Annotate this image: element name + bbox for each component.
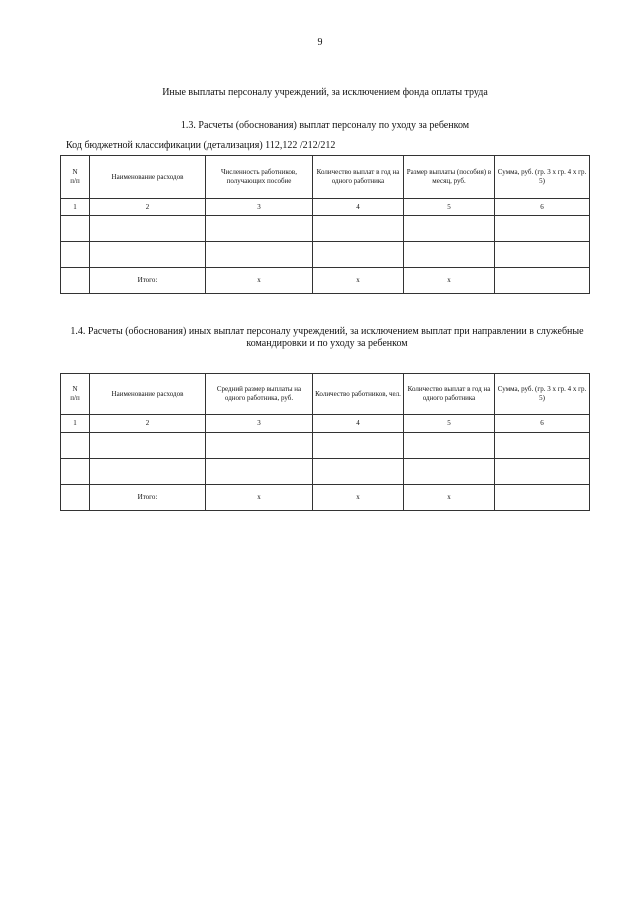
col-header-payments-per-year: Количество выплат в год на одного работника — [404, 374, 495, 415]
column-number: 2 — [90, 199, 206, 216]
empty-cell — [495, 216, 590, 242]
empty-cell — [61, 242, 90, 268]
empty-cell — [206, 433, 313, 459]
empty-cell — [61, 433, 90, 459]
column-number: 2 — [90, 415, 206, 433]
table-header-row — [61, 374, 590, 415]
empty-cell — [61, 216, 90, 242]
empty-cell — [404, 216, 495, 242]
total-placeholder: x — [313, 268, 404, 294]
column-number: 4 — [313, 199, 404, 216]
column-number: 1 — [61, 415, 90, 433]
column-number-row — [61, 199, 590, 216]
empty-row — [61, 459, 590, 485]
empty-cell — [313, 216, 404, 242]
col-header-employee-count: Численность работников, получающих пособие — [206, 156, 313, 199]
empty-cell — [61, 268, 90, 294]
column-number: 1 — [61, 199, 90, 216]
empty-cell — [404, 433, 495, 459]
empty-cell — [313, 242, 404, 268]
column-number: 3 — [206, 199, 313, 216]
column-number: 6 — [495, 415, 590, 433]
section-14-table — [60, 373, 590, 511]
empty-cell — [90, 216, 206, 242]
empty-cell — [313, 433, 404, 459]
col-header-number: N п/п — [61, 374, 90, 415]
total-placeholder: x — [404, 485, 495, 511]
empty-row — [61, 433, 590, 459]
empty-cell — [206, 216, 313, 242]
budget-classification-code: Код бюджетной классификации (детализация) 112,122 /212/212 — [66, 140, 336, 151]
empty-cell — [90, 242, 206, 268]
total-placeholder: x — [313, 485, 404, 511]
main-heading: Иные выплаты персоналу учреждений, за исключением фонда оплаты труда — [162, 87, 488, 98]
empty-cell — [404, 459, 495, 485]
column-number: 6 — [495, 199, 590, 216]
total-sum-cell — [495, 485, 590, 511]
total-sum-cell — [495, 268, 590, 294]
col-header-expense-name: Наименование расходов — [90, 374, 206, 415]
empty-cell — [206, 459, 313, 485]
empty-cell — [404, 242, 495, 268]
col-header-payments-per-year: Количество выплат в год на одного работника — [313, 156, 404, 199]
section-14-title: 1.4. Расчеты (обоснования) иных выплат персоналу учреждений, за исключением выплат при направлении в служебные командировки и по уходу за ребенком — [70, 326, 584, 349]
empty-cell — [495, 459, 590, 485]
column-number: 5 — [404, 415, 495, 433]
total-row — [61, 268, 590, 294]
total-placeholder: x — [206, 268, 313, 294]
empty-cell — [61, 485, 90, 511]
column-number: 5 — [404, 199, 495, 216]
total-row — [61, 485, 590, 511]
total-label: Итого: — [90, 268, 206, 294]
col-header-number: N п/п — [61, 156, 90, 199]
empty-cell — [206, 242, 313, 268]
col-header-sum: Сумма, руб. (гр. 3 х гр. 4 х гр. 5) — [495, 156, 590, 199]
col-header-payment-amount: Размер выплаты (пособия) в месяц, руб. — [404, 156, 495, 199]
empty-row — [61, 242, 590, 268]
empty-row — [61, 216, 590, 242]
col-header-employee-count: Количество работников, чел. — [313, 374, 404, 415]
empty-cell — [90, 459, 206, 485]
column-number: 3 — [206, 415, 313, 433]
total-label: Итого: — [90, 485, 206, 511]
table-header-row — [61, 156, 590, 199]
empty-cell — [495, 433, 590, 459]
column-number-row — [61, 415, 590, 433]
page-number: 9 — [317, 37, 323, 48]
empty-cell — [61, 459, 90, 485]
empty-cell — [495, 242, 590, 268]
section-13-title: 1.3. Расчеты (обоснования) выплат персоналу по уходу за ребенком — [180, 120, 470, 131]
total-placeholder: x — [206, 485, 313, 511]
section-13-table — [60, 155, 590, 294]
col-header-average-payment: Средний размер выплаты на одного работника, руб. — [206, 374, 313, 415]
col-header-expense-name: Наименование расходов — [90, 156, 206, 199]
empty-cell — [90, 433, 206, 459]
total-placeholder: x — [404, 268, 495, 294]
empty-cell — [313, 459, 404, 485]
column-number: 4 — [313, 415, 404, 433]
col-header-sum: Сумма, руб. (гр. 3 х гр. 4 х гр. 5) — [495, 374, 590, 415]
